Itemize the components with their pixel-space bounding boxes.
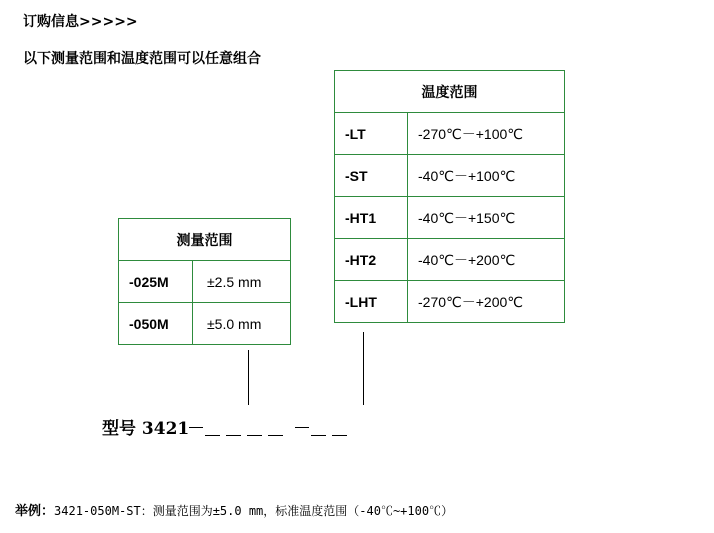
example-text: 3421-050M-ST：测量范围为±5.0 mm，标准温度范围（-40℃~+100℃） — [54, 504, 454, 518]
measurement-value: ±5.0 mm — [193, 303, 291, 345]
model-number-line — [102, 414, 353, 439]
temperature-range-header: 温度范围 — [335, 71, 565, 113]
temperature-range-table — [334, 70, 565, 323]
temperature-connector-line — [363, 332, 364, 405]
temperature-code: -LHT — [335, 281, 408, 323]
table-row — [335, 197, 565, 239]
temperature-value: -270℃－+200℃ — [408, 281, 565, 323]
model-blank — [226, 434, 241, 436]
measurement-connector-line — [248, 350, 249, 405]
table-row — [119, 261, 291, 303]
table-row — [335, 155, 565, 197]
measurement-value: ±2.5 mm — [193, 261, 291, 303]
model-separator — [189, 426, 203, 428]
model-blank — [332, 434, 347, 436]
order-info-heading: 订购信息>>>>> — [23, 14, 138, 30]
temperature-value: -270℃－+100℃ — [408, 113, 565, 155]
temperature-code: -HT2 — [335, 239, 408, 281]
table-row — [335, 239, 565, 281]
model-prefix: 型号 3421 — [102, 419, 190, 439]
temperature-code: -ST — [335, 155, 408, 197]
model-blank — [205, 434, 220, 436]
temperature-code: -LT — [335, 113, 408, 155]
measurement-code: -025M — [119, 261, 193, 303]
example-label: 举例： — [15, 504, 55, 519]
table-row — [119, 303, 291, 345]
measurement-range-header: 测量范围 — [119, 219, 291, 261]
combination-note: 以下测量范围和温度范围可以任意组合 — [23, 51, 261, 67]
temperature-code: -HT1 — [335, 197, 408, 239]
model-blank — [311, 434, 326, 436]
temperature-value: -40℃－+100℃ — [408, 155, 565, 197]
example-line — [15, 500, 453, 519]
temperature-value: -40℃－+150℃ — [408, 197, 565, 239]
temperature-value: -40℃－+200℃ — [408, 239, 565, 281]
measurement-code: -050M — [119, 303, 193, 345]
measurement-range-table — [118, 218, 291, 345]
model-blank — [247, 434, 262, 436]
model-blank — [268, 434, 283, 436]
table-row — [335, 281, 565, 323]
model-separator — [295, 426, 309, 428]
table-row — [335, 113, 565, 155]
